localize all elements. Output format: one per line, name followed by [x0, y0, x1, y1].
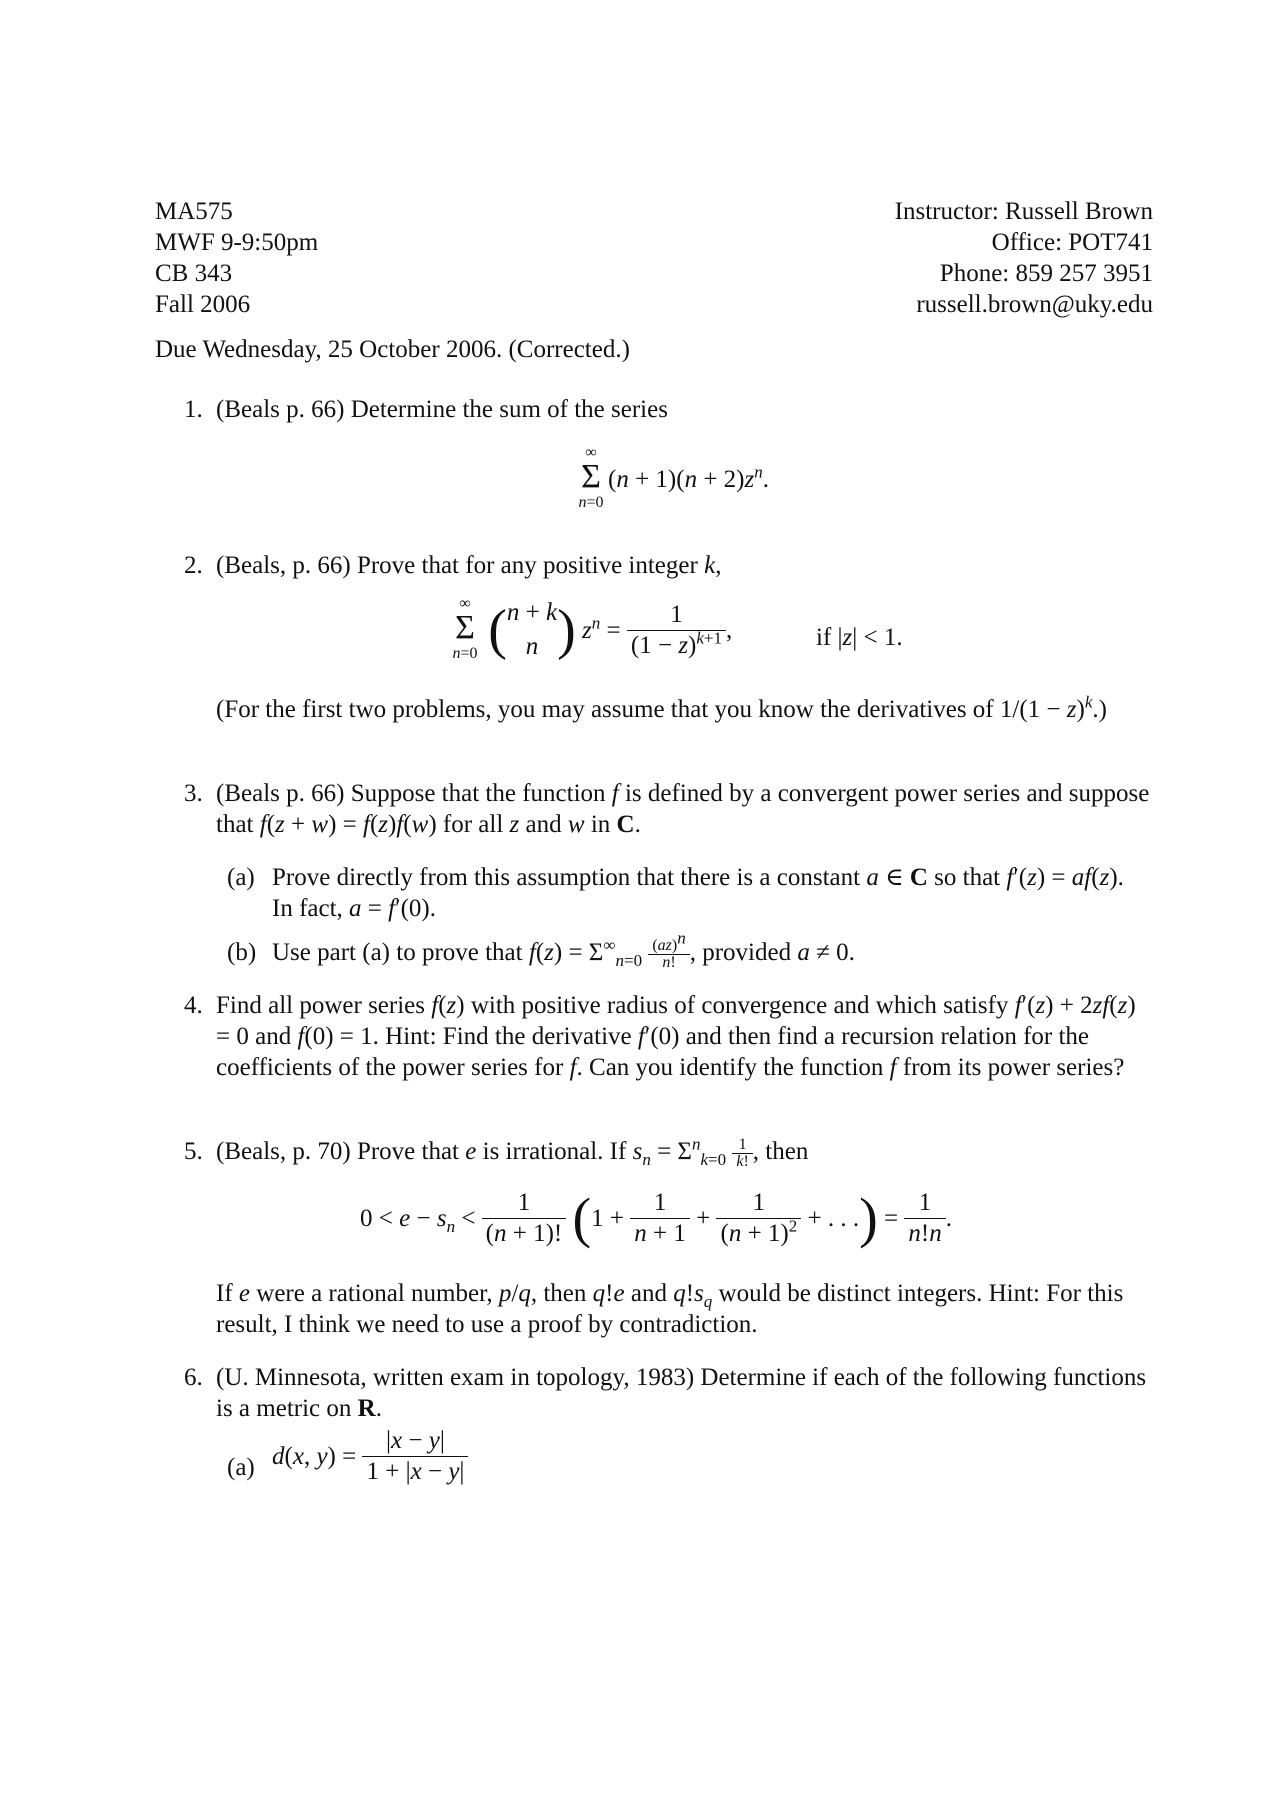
sum-symbol: ∞ Σ n=0 [452, 595, 478, 662]
problem-3b [227, 928, 1127, 971]
problem-3a [227, 862, 1127, 924]
course-info [155, 196, 318, 320]
part-text: Use part (a) to prove that $f(z) = \Sigma^\infty_{n=0}$ $\frac{(az)^n}{n!}$ , provided a ≠ 0. [272, 928, 855, 971]
course-term: Fall 2006 [155, 291, 251, 318]
problem-text: (Beals p. 66) Suppose that the function f is defined by a convergent power series and suppose that f(z + w) = f(z)f(w) for all z and w in C. [216, 780, 1150, 838]
equation-binomial: ∞ Σ n=0 (n + k n ) $z^n$ = $\frac{1}{(1 - z)^{k+1}}$ , [448, 596, 732, 664]
problem-text: (Beals p. 66) Determine the sum of the series [216, 396, 668, 423]
problem-text: (Beals, p. 70) Prove that e is irrational. If $s_n = \Sigma^n_{k=0}$ $\frac{1}{k!}$ , then [216, 1134, 809, 1170]
instructor-email: russell.brown@uky.edu [916, 291, 1153, 318]
problem-number: 6. [184, 1364, 203, 1391]
problem-1 [185, 394, 1155, 425]
problem-5-hint: If e were a rational number, p/q, then q!e and $q!s_q$ would be distinct integers. Hint: For this result, I think we need to use a proof by contradiction. [216, 1280, 1124, 1338]
problem-6a [227, 1426, 1127, 1487]
equation-bound: $0 < e - s_n$ < $\frac{1}{(n + 1)!}$ (1 + $\frac{1}{n + 1}$ + $\frac{1}{(n + 1)^2}$ + . . .) = $\frac{1}{n!n}$ . [360, 1187, 952, 1250]
problem-number: 1. [184, 396, 203, 423]
course-room: CB 343 [155, 260, 233, 287]
sum-symbol: ∞ Σ n=0 [578, 444, 604, 511]
instructor-name: Instructor: Russell Brown [894, 198, 1153, 225]
instructor-office: Office: POT741 [991, 229, 1153, 256]
part-label: (a) [227, 864, 255, 891]
part-text: d(x, y) = $\frac{|x - y|}{1 + |x - y|}$ [272, 1426, 1127, 1487]
problem-number: 2. [184, 552, 203, 579]
problem-2 [185, 550, 1155, 581]
problem-3 [185, 778, 1155, 840]
course-code: MA575 [155, 198, 233, 225]
part-label: (b) [227, 939, 257, 966]
problem-text: (Beals, p. 66) Prove that for any positive integer k, [216, 552, 722, 579]
problem-text: Find all power series f(z) with positive radius of convergence and which satisfy f′(z) + 2zf(z) = 0 and f(0) = 1. Hint: Find the derivative f′(0) and then find a recursion relation for the coefficients of the power series for f. Can you identify the function f from its power series? [216, 992, 1136, 1081]
course-schedule: MWF 9-9:50pm [155, 229, 319, 256]
instructor-info [895, 196, 1153, 320]
instructor-phone: Phone: 859 257 3951 [939, 260, 1153, 287]
problem-number: 5. [184, 1138, 203, 1165]
problem-number: 3. [184, 780, 203, 807]
problem-6 [185, 1362, 1155, 1424]
equation-series-1: ∞ Σ n=0 $(n + 1)(n + 2)z^n$. [574, 446, 769, 512]
problem-text: (U. Minnesota, written exam in topology, 1983) Determine if each of the following functions is a metric on R. [216, 1364, 1147, 1422]
problem-4 [185, 990, 1155, 1083]
problem-5 [185, 1136, 1155, 1170]
due-date: Due Wednesday, 25 October 2006. (Corrected.) [155, 336, 630, 363]
problem-number: 4. [184, 992, 203, 1019]
problem-2-note: (For the first two problems, you may assume that you know the derivatives of $1/(1 - z)^k$.) [216, 692, 1107, 723]
condition: if |z| < 1. [816, 624, 903, 651]
part-label: (a) [227, 1454, 255, 1481]
part-text: Prove directly from this assumption that there is a constant a ∈ C so that f′(z) = af(z). In fact, a = f′(0). [272, 864, 1124, 922]
